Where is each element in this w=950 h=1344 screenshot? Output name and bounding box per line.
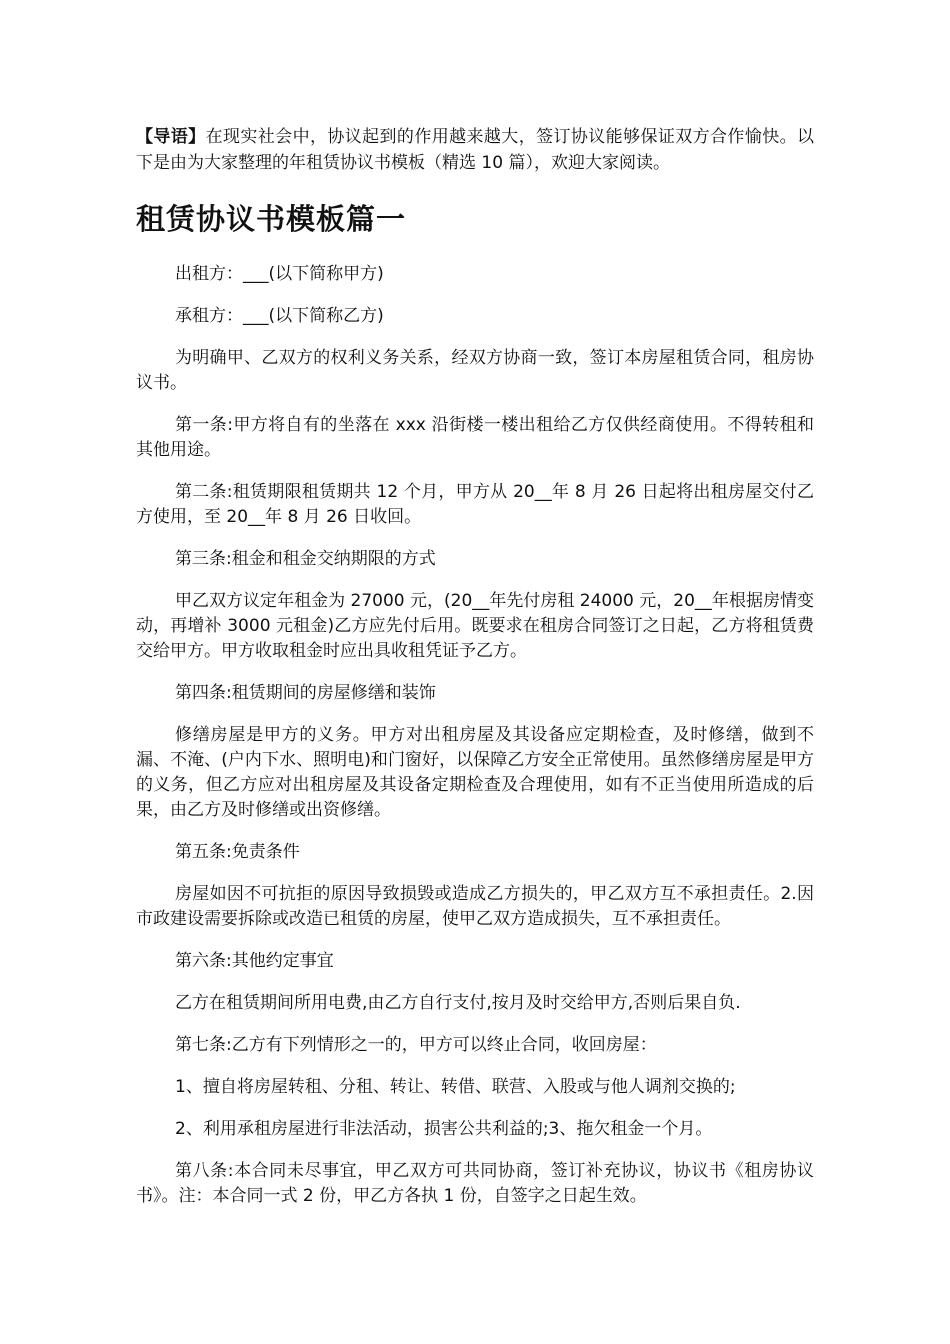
paragraph-article-7-item-1: 1、擅自将房屋转租、分租、转让、转借、联营、入股或与他人调剂交换的; [175, 1077, 736, 1097]
paragraph-article-5-title: 第五条:免责条件 [175, 842, 300, 862]
paragraph-article-3-title: 第三条:租金和租金交纳期限的方式 [175, 549, 436, 569]
paragraph-article-7-title: 第七条:乙方有下列情形之一的，甲方可以终止合同，收回房屋： [175, 1035, 657, 1055]
paragraph-article-3-body: 甲乙双方议定年租金为 27000 元，(20__年先付房租 24000 元，20__年根据房情变动，再增补 3000 元租金)乙方应先付后用。既要求在租房合同签订之日起，乙方将租赁费交给甲方。甲方收取租金时应出具收租凭证予乙方。 [136, 591, 814, 661]
paragraph-article-1: 第一条:甲方将自有的坐落在 xxx 沿街楼一楼出租给乙方仅供经商使用。不得转租和其他用途。 [136, 415, 814, 460]
paragraph-article-6-body: 乙方在租赁期间所用电费,由乙方自行支付,按月及时交给甲方,否则后果自负. [175, 993, 741, 1013]
paragraph-article-7-item-2: 2、利用承租房屋进行非法活动，损害公共利益的;3、拖欠租金一个月。 [175, 1119, 713, 1139]
paragraph-lessee: 承租方：___(以下简称乙方) [175, 306, 384, 326]
paragraph-article-2: 第二条:租赁期限租赁期共 12 个月，甲方从 20__年 8 月 26 日起将出租房屋交付乙方使用，至 20__年 8 月 26 日收回。 [136, 482, 814, 527]
intro-lead: 【导语】 [136, 127, 206, 147]
paragraph-article-4-body: 修缮房屋是甲方的义务。甲方对出租房屋及其设备应定期检查，及时修缮，做到不漏、不淹、(户内下水、照明电)和门窗好，以保障乙方安全正常使用。虽然修缮房屋是甲方的义务，但乙方应对出租房屋及其设备定期检查及合理使用，如有不正当使用所造成的后果，由乙方及时修缮或出资修缮。 [136, 725, 814, 820]
paragraph-lessor: 出租方：___(以下简称甲方) [175, 264, 384, 284]
section-heading: 租赁协议书模板篇一 [136, 202, 407, 236]
paragraph-article-4-title: 第四条:租赁期间的房屋修缮和装饰 [175, 683, 436, 703]
document-body [136, 124, 814, 1226]
paragraph-article-8: 第八条:本合同未尽事宜，甲乙双方可共同协商，签订补充协议，协议书《租房协议书》。注：本合同一式 2 份，甲乙方各执 1 份，自签字之日起生效。 [136, 1161, 814, 1206]
paragraph-purpose: 为明确甲、乙双方的权利义务关系，经双方协商一致，签订本房屋租赁合同，租房协议书。 [136, 348, 814, 393]
paragraph-article-6-title: 第六条:其他约定事宜 [175, 951, 334, 971]
intro-text: 在现实社会中，协议起到的作用越来越大，签订协议能够保证双方合作愉快。以下是由为大家整理的年租赁协议书模板（精选 10 篇），欢迎大家阅读。 [136, 127, 815, 173]
paragraph-article-5-body: 房屋如因不可抗拒的原因导致损毁或造成乙方损失的，甲乙双方互不承担责任。2.因市政建设需要拆除或改造已租赁的房屋，使甲乙双方造成损失，互不承担责任。 [136, 884, 814, 929]
intro-paragraph [136, 124, 814, 176]
